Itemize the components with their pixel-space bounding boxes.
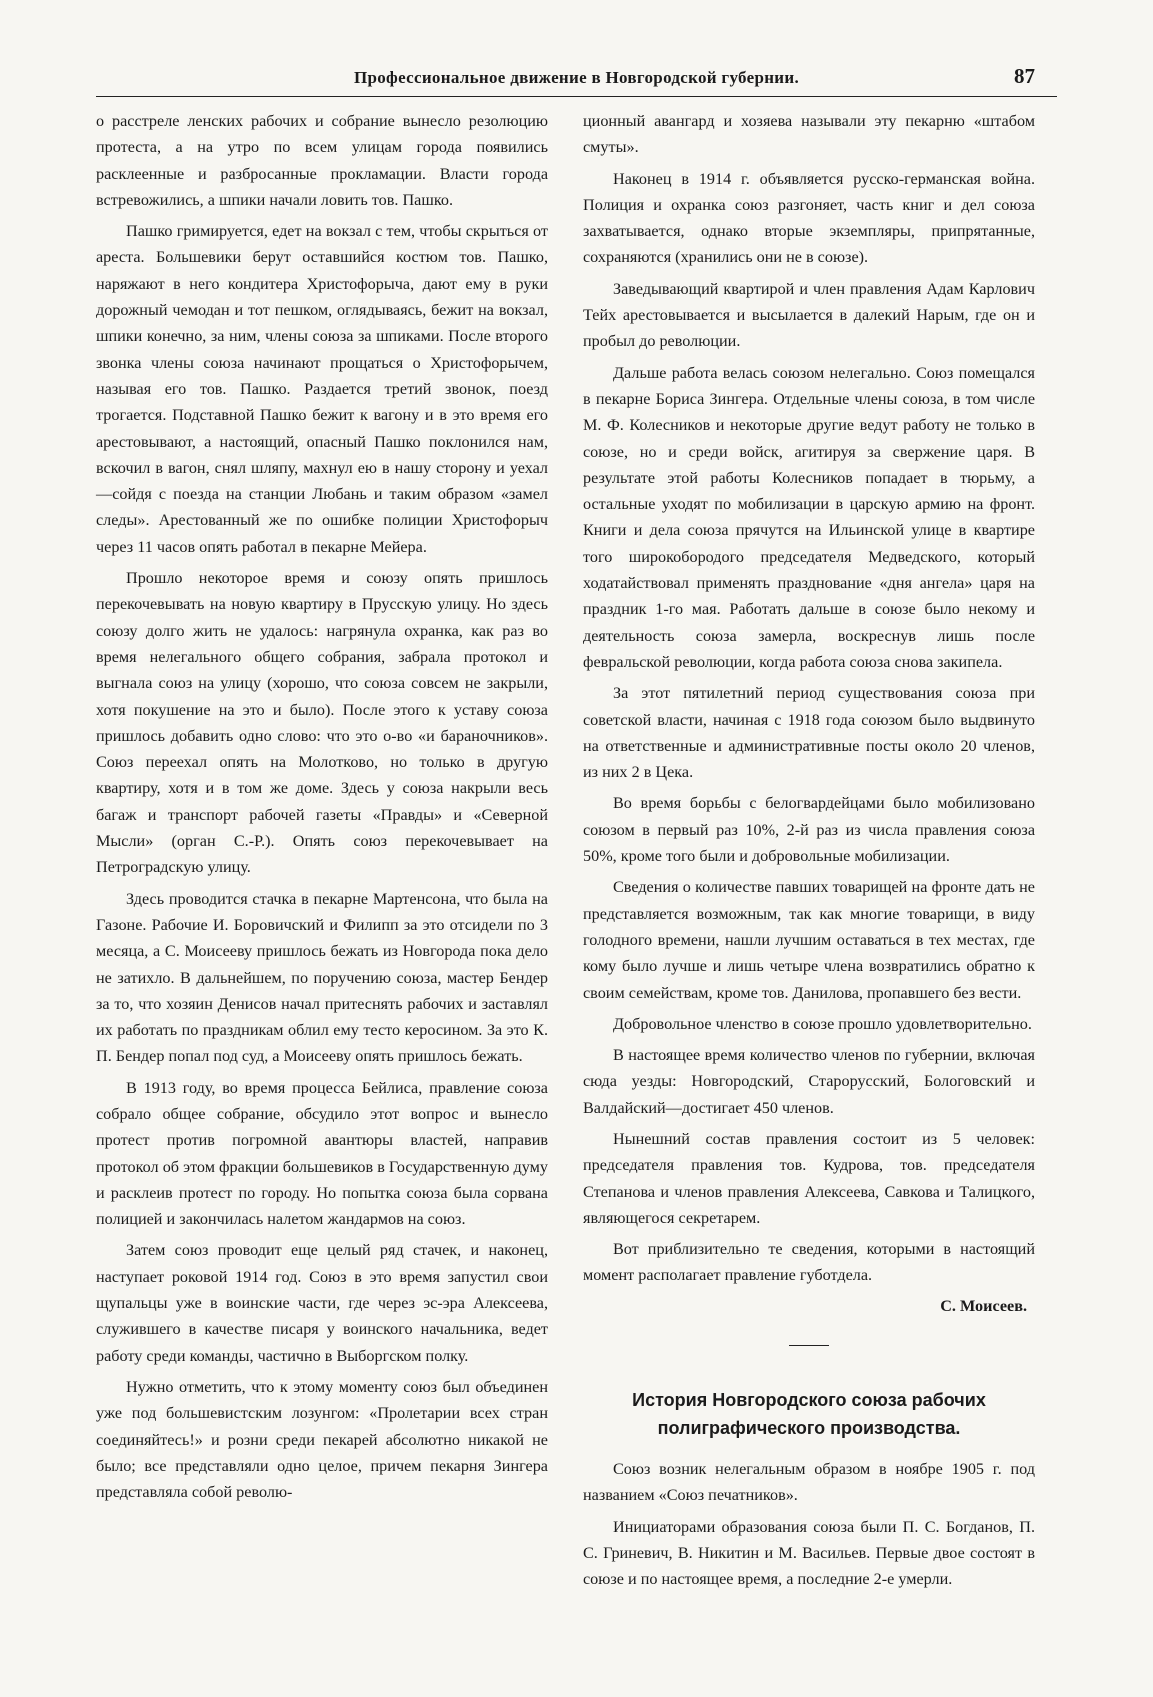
paragraph: Здесь проводится стачка в пекарне Мартенсона, что была на Газоне. Рабочие И. Боровичский и Филипп за это отсидели по 3 месяца, а С. Моисееву пришлось бежать из Новгорода пока дело не затихло. В дальнейшем, по поручению союза, мастер Бендер за то, что хозяин Денисов начал притеснять рабочих и заставлял их работать по праздникам облил ему тесто керосином. За это К. П. Бендер попал под суд, а Моисееву опять пришлось бежать.	[96, 889, 548, 1066]
page-number: 87	[1014, 64, 1035, 88]
paragraph: Союз возник нелегальным образом в ноябре 1905 г. под названием «Союз печатников».	[583, 1460, 1035, 1505]
right-column	[583, 108, 1035, 1593]
paragraph: Сведения о количестве павших товарищей на фронте дать не представляется возможным, так как многие товарищи, в виду голодного времени, нашли лучшим оставаться в тех местах, где кому было лучше и лишь четыре члена возвратились обратно к своим семействам, кроме тов. Данилова, пропавшего без вести.	[583, 878, 1035, 1002]
paragraph: За этот пятилетний период существования союза при советской власти, начиная с 1918 года союзом было выдвинуто на ответственные и административные посты около 20 членов, из них 2 в Цека.	[583, 684, 1035, 782]
paragraph: Заведывающий квартирой и член правления Адам Карлович Тейх арестовывается и высылается в далекий Нарым, где он и пробыл до революции.	[583, 279, 1035, 351]
paragraph: Добровольное членство в союзе прошло удовлетворительно.	[613, 1014, 1032, 1033]
paragraph: Нужно отметить, что к этому моменту союз был объединен уже под большевистским лозунгом: «Пролетарии всех стран соединяйтесь!» и розни среди пекарей абсолютно никакой не было; все представляли одно целое, причем пекарня Зингера представляла собой револю-	[96, 1377, 548, 1502]
paragraph: Во время борьбы с белогвардейцами было мобилизовано союзом в первый раз 10%, 2-й раз из числа правления союза 50%, кроме того были и добровольные мобилизации.	[583, 794, 1035, 866]
paragraph: В 1913 году, во время процесса Бейлиса, правление союза собрало общее собрание, обсудило этот вопрос и вынесло протест против погромной авантюры властей, направив протокол об этом фракции большевиков в Государственную думу и расклеив протест по городу. Но попытка союза была сорвана полицией и закончилась налетом жандармов на союз.	[96, 1078, 548, 1229]
paragraph: Затем союз проводит еще целый ряд стачек, и наконец, наступает роковой 1914 год. Союз в это время запустил свои щупальцы уже в воинские части, где через эс-эра Алексеева, служившего в качестве писаря у воинского начальника, ведет работу среди команды, частично в Выборгском полку.	[96, 1241, 548, 1365]
left-column	[96, 108, 548, 1505]
paragraph: Дальше работа велась союзом нелегально. Союз помещался в пекарне Бориса Зингера. Отдельные члены союза, в том числе М. Ф. Колесников и некоторые другие ведут работу не только в союзе, но и среди войск, агитируя за свержение царя. В результате этой работы Колесников попадает в тюрьму, а остальные уходят по мобилизации в царскую армию на фронт. Книги и дела союза прячутся на Ильинской улице в квартире того широкобородого председателя Медведского, который ходатайствовал применять празднование «дня ангела» царя на праздник 1-го мая. Работать дальше в союзе было некому и деятельность союза замерла, воскреснув лишь после февральской революции, когда работа союза снова закипела.	[583, 363, 1035, 671]
section-title: История Новгородского союза рабочих полиграфического производства.	[632, 1390, 986, 1439]
section-divider	[789, 1345, 829, 1346]
author-signature: С. Моисеев.	[940, 1296, 1027, 1315]
paragraph: Нынешний состав правления состоит из 5 человек: председателя правления тов. Кудрова, тов. председателя Степанова и членов правления Алексеева, Савкова и Талицкого, являющегося секретарем.	[583, 1129, 1035, 1227]
paragraph: Вот приблизительно те сведения, которыми в настоящий момент располагает правление губотдела.	[583, 1240, 1035, 1285]
paragraph: о расстреле ленских рабочих и собрание вынесло резолюцию протеста, а на утро по всем улицам города появились расклеенные и разбросанные прокламации. Власти города встревожились, а шпики начали ловить тов. Пашко.	[96, 112, 548, 209]
paragraph: ционный авангард и хозяева называли эту пекарню «штабом смуты».	[583, 112, 1035, 157]
paragraph: Инициаторами образования союза были П. С. Богданов, П. С. Гриневич, В. Никитин и М. Васильев. Первые двое состоят в союзе и по настоящее время, а последние 2-е умерли.	[583, 1517, 1035, 1589]
header-rule	[96, 96, 1057, 97]
running-title: Профессиональное движение в Новгородской губернии.	[353, 68, 800, 87]
paragraph: Наконец в 1914 г. объявляется русско-германская война. Полиция и охранка союз разгоняет, часть книг и дел союза захватывается, однако вторые экземпляры, припрятанные, сохраняются (хранились они не в союзе).	[583, 169, 1035, 267]
paragraph: В настоящее время количество членов по губернии, включая сюда уезды: Новгородский, Старорусский, Бологовский и Валдайский—достигает 450 членов.	[583, 1046, 1035, 1117]
paragraph: Пашко гримируется, едет на вокзал с тем, чтобы скрыться от ареста. Большевики берут оставшийся костюм тов. Пашко, наряжают в него кондитера Христофорыча, дают ему в руки дорожный чемодан и тот пешком, оглядываясь, бежит на вокзал, шпики конечно, за ним, члены союза за шпиками. После второго звонка члены союза начинают прощаться о Христофорычем, называя его тов. Пашко. Раздается третий звонок, поезд трогается. Подставной Пашко бежит к вагону и в это время его арестовывают, а настоящий, опасный Пашко поклонился нам, вскочил в вагон, снял шляпу, махнул ею в нашу сторону и уехал—сойдя с поезда на станции Любань и таким образом «замел следы». Арестованный же по ошибке полиции Христофорыч через 11 часов опять работал в пекарне Мейера.	[96, 222, 548, 556]
paragraph: Прошло некоторое время и союзу опять пришлось перекочевывать на новую квартиру в Прусскую улицу. Но здесь союзу долго жить не удалось: нагрянула охранка, как раз во время нелегального общего собрания, забрала протокол и выгнала союз на улицу (хорошо, что союза совсем не закрыли, хотя покушение на это и было). После этого к уставу союза пришлось добавить одно слово: что это о-во «и бараночников». Союз переехал опять на Молотково, но только в другую квартиру, хотя и в том же доме. Здесь у союза накрыли весь багаж и транспорт рабочей газеты «Правды» и «Северной Мысли» (орган С.-Р.). Опять союз перекочевывает на Петроградскую улицу.	[96, 569, 548, 877]
